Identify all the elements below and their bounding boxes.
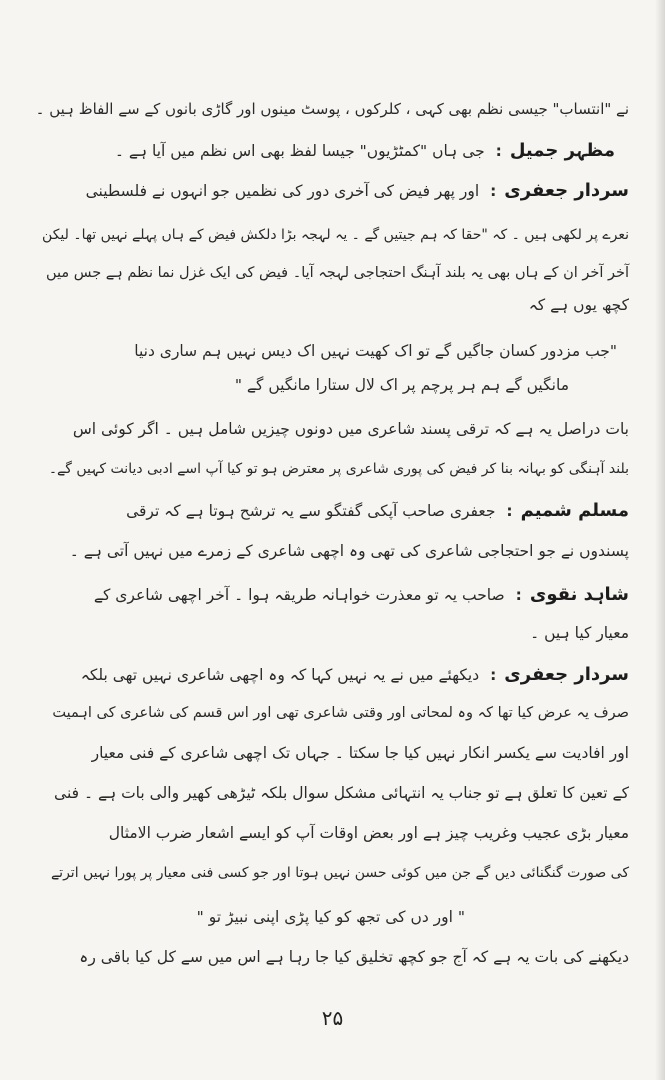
text-line: کی صورت گنگنائی دیں گے جن میں کوئی حسن نہیں ہوتا اور جو کسی فنی معیار پر پورا نہیں اترتے bbox=[50, 865, 629, 881]
text-line: بات دراصل یہ ہے کہ ترقی پسند شاعری میں دونوں چیزیں شامل ہیں ۔ اگر کوئی اس bbox=[72, 420, 629, 438]
text-line: اور افادیت سے یکسر انکار نہیں کیا جا سکتا ۔ جہاں تک اچھی شاعری کے فنی معیار bbox=[91, 744, 629, 762]
text-line: آخر آخر ان کے ہاں بھی یہ بلند آہنگ احتجاجی لہجہ آیا۔ فیض کی ایک غزل نما نظم ہے جس میں bbox=[45, 265, 629, 281]
speaker-name: سردار جعفری bbox=[504, 664, 629, 685]
text-line: معیار بڑی عجیب وغریب چیز ہے اور بعض اوقات آپ کو ایسے اشعار ضرب الامثال bbox=[108, 824, 629, 842]
text-line: مظہر جمیل: جی ہاں "کمٹڑیوں" جیسا لفظ بھی اس نظم میں آیا ہے ۔ bbox=[114, 140, 615, 161]
text-line: مسلم شمیم: جعفری صاحب آپکی گفتگو سے یہ ترشح ہوتا ہے کہ ترقی bbox=[126, 500, 629, 521]
speaker-name: سردار جعفری bbox=[504, 180, 629, 201]
text-line: بلند آہنگی کو بہانہ بنا کر فیض کی پوری شاعری پر معترض ہو تو کیا آپ اسے ادبی دیانت کہیں گے۔ bbox=[48, 461, 629, 477]
text-line: نے "انتساب" جیسی نظم بھی کہی ، کلرکوں ، پوسٹ مینوں اور گاڑی بانوں کے سے الفاظ ہیں ۔ bbox=[35, 100, 629, 118]
verse-line: مانگیں گے ہم ہر پرچم پر اک لال ستارا مانگیں گے " bbox=[234, 376, 569, 394]
verse-line: " اور دں کی تجھ کو کیا پڑی اپنی نبیڑ تو " bbox=[196, 908, 465, 926]
speaker-name: مظہر جمیل bbox=[509, 140, 615, 161]
page-number: ۲۵ bbox=[321, 1006, 344, 1030]
text-line: دیکھنے کی بات یہ ہے کہ آج جو کچھ تخلیق کیا جا رہا ہے اس میں سے کل کیا باقی رہ bbox=[79, 948, 629, 966]
text-line: سردار جعفری: دیکھئے میں نے یہ نہیں کہا کہ وہ اچھی شاعری نہیں تھی بلکہ bbox=[80, 664, 629, 685]
text-line: سردار جعفری: اور پھر فیض کی آخری دور کی نظمیں جو انہوں نے فلسطینی bbox=[85, 180, 629, 201]
text-line: نعرے پر لکھی ہیں ۔ کہ "حقا کہ ہم جیتیں گے ۔ یہ لہجہ بڑا دلکش فیض کے ہاں پہلے نہیں تھا۔ لیکن bbox=[42, 227, 629, 243]
verse-line: "جب مزدور کسان جاگیں گے تو اک کھیت نہیں اک دیس نہیں ہم ساری دنیا bbox=[134, 342, 617, 360]
text-line: صرف یہ عرض کیا تھا کہ وہ لمحاتی اور وقتی شاعری تھی اور اس قسم کی شاعری کی اہمیت bbox=[52, 705, 629, 721]
text-line: کے تعین کا تعلق ہے تو جناب یہ انتہائی مشکل سوال بلکہ ٹیڑھی کھیر والی بات ہے ۔ فنی bbox=[54, 784, 629, 802]
text-line: کچھ یوں ہے کہ bbox=[528, 296, 629, 314]
text-line: شاہد نقوی: صاحب یہ تو معذرت خواہانہ طریقہ ہوا ۔ آخر اچھی شاعری کے bbox=[93, 584, 629, 605]
text-line: معیار کیا ہیں ۔ bbox=[530, 624, 629, 642]
speaker-name: شاہد نقوی bbox=[529, 584, 629, 605]
speaker-name: مسلم شمیم bbox=[520, 500, 629, 521]
text-line: پسندوں نے جو احتجاجی شاعری کی تھی وہ اچھی شاعری کے زمرے میں نہیں آتی ہے ۔ bbox=[69, 542, 629, 560]
